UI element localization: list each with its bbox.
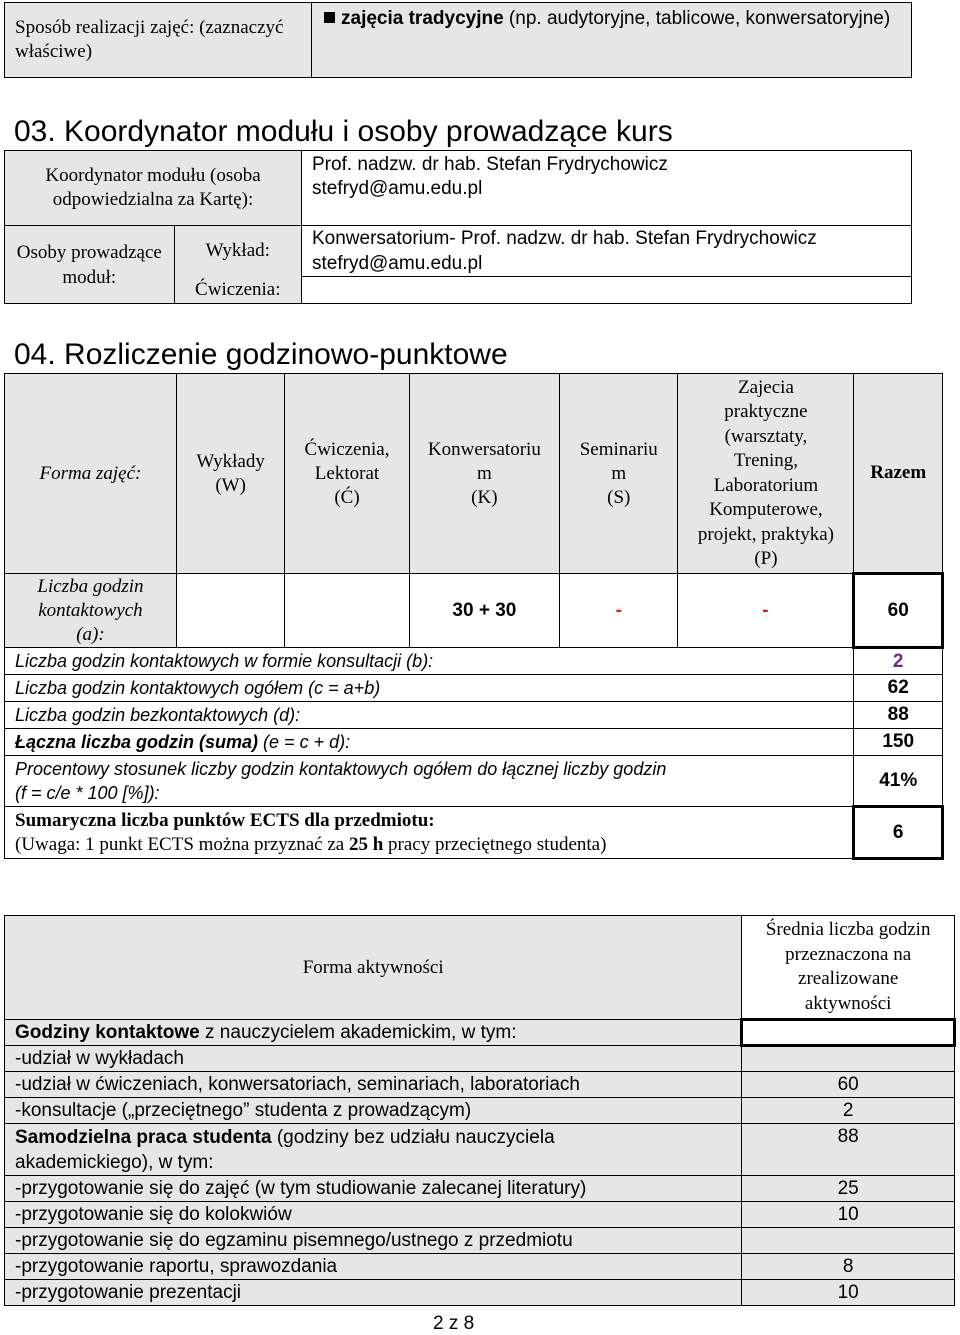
activity-row-consultations: -konsultacje („przeciętnego” studenta z prowadzącym) [5, 1098, 742, 1124]
ects-note-bold: 25 h [348, 833, 384, 855]
activity-row-prep-tests-value: 10 [742, 1202, 955, 1228]
header-k [409, 374, 559, 574]
row-f-label-line1: Procentowy stosunek liczby godzin kontaktowych ogółem do łącznej liczby godzin [15, 759, 667, 779]
contact-label [5, 574, 177, 648]
activity-row-prep-exam: -przygotowanie się do egzaminu pisemnego/ustnego z przedmiotu [5, 1228, 742, 1254]
activity-row-contact [5, 1020, 742, 1046]
row-c-label: Liczba godzin kontaktowych ogółem (c = a+b) [5, 675, 854, 702]
activity-header-right-line3: zrealizowane [798, 968, 899, 989]
coordinator-label: Koordynator modułu (osoba odpowiedzialna za Kartę): [5, 151, 302, 226]
header-p-line1: Zajecia [737, 376, 794, 398]
activity-table [4, 915, 956, 1306]
header-c [285, 374, 409, 574]
header-s-line3: (S) [607, 486, 631, 508]
ects-value: 6 [854, 807, 943, 859]
header-s-line2: m [611, 462, 627, 484]
contact-k: 30 + 30 [409, 574, 559, 648]
header-p-line7: projekt, praktyka) [697, 523, 834, 545]
header-razem: Razem [854, 374, 943, 574]
activity-row-selfstudy-bold: Samodzielna praca studenta [15, 1126, 272, 1148]
section03-title: 03. Koordynator modułu i osoby prowadzące kurs [14, 115, 673, 148]
row-f-label [5, 756, 854, 807]
header-p-line4: Trening, [733, 450, 799, 471]
row-e-label [5, 729, 854, 756]
realization-option [312, 3, 912, 78]
activity-row-selfstudy [5, 1124, 742, 1176]
activity-row-prep-tests: -przygotowanie się do kolokwiów [5, 1202, 742, 1228]
row-e-label-bold: Łączna liczba godzin (suma) [15, 731, 259, 752]
row-d-label: Liczba godzin bezkontaktowych (d): [5, 702, 854, 729]
row-f-value: 41% [854, 756, 943, 807]
header-k-line2: m [476, 462, 492, 484]
contact-label-line1: Liczba godzin [37, 575, 144, 597]
coordinator-cell [302, 151, 912, 226]
row-b-value: 2 [854, 648, 943, 675]
header-k-line3: (K) [471, 486, 498, 508]
activity-header-right-line2: przeznaczona na [785, 943, 912, 965]
activity-row-contact-bold: Godziny kontaktowe [15, 1021, 200, 1043]
contact-label-line2: kontaktowych [38, 599, 143, 621]
lecture-label: Wykład: [174, 226, 301, 277]
row-c-value: 62 [854, 675, 943, 702]
header-w [176, 374, 284, 574]
activity-row-presentation: -przygotowanie prezentacji [5, 1280, 742, 1306]
activity-row-prep-exam-value [742, 1228, 955, 1254]
ects-label [5, 807, 854, 859]
realization-option-rest: (np. audytoryjne, tablicowe, konwersatoryjne) [503, 8, 891, 29]
activity-row-selfstudy-value: 88 [742, 1124, 955, 1176]
header-s [560, 374, 678, 574]
header-c-line3: (Ć) [334, 486, 360, 508]
header-p-line5: Laboratorium [713, 474, 819, 496]
coordinator-name: Prof. nadzw. dr hab. Stefan Frydrychowicz [312, 154, 668, 175]
header-p-line3: (warsztaty, [724, 425, 808, 447]
header-c-line1: Ćwiczenia, [304, 438, 390, 460]
contact-s: - [560, 574, 678, 648]
header-p-line8: (P) [754, 548, 778, 569]
activity-row-lectures: -udział w wykładach [5, 1046, 742, 1072]
hours-table [4, 373, 944, 860]
activity-row-exercises: -udział w ćwiczeniach, konwersatoriach, seminariach, laboratoriach [5, 1072, 742, 1098]
activity-row-prep-classes-value: 25 [742, 1176, 955, 1202]
lecture-value: Konwersatorium- Prof. nadzw. dr hab. Stefan Frydrychowicz [312, 228, 817, 249]
row-e-value: 150 [854, 729, 943, 756]
activity-row-exercises-value: 60 [742, 1072, 955, 1098]
header-p [678, 374, 854, 574]
contact-label-line3: (a): [76, 623, 105, 645]
realization-label: Sposób realizacji zajęć: (zaznaczyć właściwe) [5, 3, 312, 78]
teachers-label: Osoby prowadzące moduł: [5, 226, 175, 304]
activity-row-contact-rest: z nauczycielem akademickim, w tym: [199, 1021, 517, 1043]
row-d-value: 88 [854, 702, 943, 729]
activity-header-right-line1: Średnia liczba godzin [765, 919, 931, 940]
coordinator-email: stefryd@amu.edu.pl [312, 178, 483, 199]
header-p-line2: praktyczne [724, 401, 808, 422]
activity-row-report: -przygotowanie raportu, sprawozdania [5, 1254, 742, 1280]
exercises-label: Ćwiczenia: [174, 277, 301, 304]
header-w-line1: Wykłady [196, 450, 265, 472]
activity-row-selfstudy-rest: (godziny bez udziału nauczyciela [271, 1126, 555, 1148]
checked-square-icon [324, 12, 335, 23]
contact-w [176, 574, 284, 648]
coordinator-table [4, 150, 912, 304]
ects-note-end: pracy przeciętnego studenta) [383, 833, 607, 855]
header-c-line2: Lektorat [314, 462, 380, 484]
forma-header: Forma zajęć: [5, 374, 177, 574]
header-s-line1: Seminariu [579, 438, 658, 460]
activity-row-contact-value [742, 1020, 955, 1046]
activity-header-right [742, 916, 955, 1020]
activity-header-left: Forma aktywności [5, 916, 742, 1020]
activity-row-lectures-value [742, 1046, 955, 1072]
lecture-cell [302, 226, 912, 277]
ects-note-start: (Uwaga: 1 punkt ECTS można przyznać za [15, 833, 349, 855]
row-f-label-line2: (f = c/e * 100 [%]): [15, 783, 160, 803]
header-p-line6: Komputerowe, [709, 499, 823, 520]
contact-p: - [678, 574, 854, 648]
exercises-value [302, 277, 912, 304]
header-k-line1: Konwersatoriu [427, 438, 541, 460]
section04-title: 04. Rozliczenie godzinowo-punktowe [14, 338, 508, 371]
row-b-label: Liczba godzin kontaktowych w formie konsultacji (b): [5, 648, 854, 675]
activity-header-right-line4: aktywności [804, 992, 892, 1014]
page-number: 2 z 8 [433, 1313, 475, 1334]
realization-table [4, 2, 912, 78]
contact-razem: 60 [854, 574, 943, 648]
activity-row-consultations-value: 2 [742, 1098, 955, 1124]
lecture-email: stefryd@amu.edu.pl [312, 253, 483, 274]
row-e-label-rest: (e = c + d): [258, 731, 351, 752]
activity-row-report-value: 8 [742, 1254, 955, 1280]
activity-row-prep-classes: -przygotowanie się do zajęć (w tym studiowanie zalecanej literatury) [5, 1176, 742, 1202]
header-w-line2: (W) [215, 474, 246, 496]
activity-row-selfstudy-rest2: akademickiego), w tym: [15, 1151, 214, 1173]
realization-option-bold: zajęcia tradycyjne [341, 8, 504, 29]
activity-row-presentation-value: 10 [742, 1280, 955, 1306]
contact-c [285, 574, 409, 648]
ects-label-bold: Sumaryczna liczba punktów ECTS dla przedmiotu: [15, 809, 435, 831]
